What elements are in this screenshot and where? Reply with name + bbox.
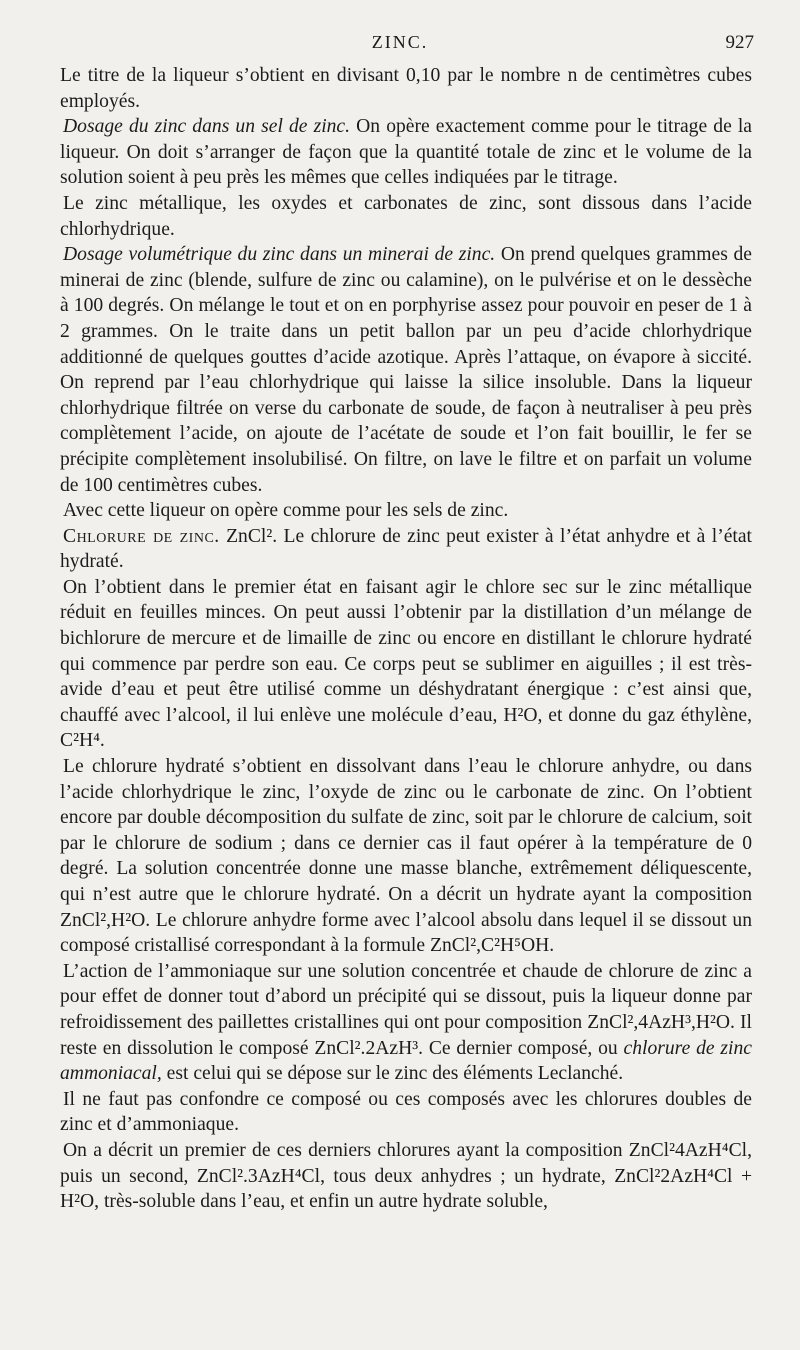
paragraph-dosage-minerai [60,242,752,498]
term-chlorure-ammoniacal: chlorure de zinc ammoniacal, [60,1037,752,1085]
paragraph-ne-pas-confondre: Il ne faut pas confondre ce composé ou ces composés avec les chlorures doubles de zinc et d’ammoniaque. [60,1088,752,1136]
paragraph-ammoniaque [60,959,752,1087]
paragraph-zinc-metallique: Le zinc métallique, les oxydes et carbonates de zinc, sont dissous dans l’acide chlorhydrique. [60,192,752,240]
section-title-dosage-minerai: Dosage volumétrique du zinc dans un minerai de zinc. [63,244,496,266]
section-title-chlorure-zinc: Chlorure de zinc. [63,525,220,547]
paragraph-chlorure-zinc-text: Le chlorure de zinc peut exister à l’état anhydre et à l’état hydraté. [60,525,753,573]
page-header [0,30,800,60]
paragraph-dosage-sel-text: On opère exactement comme pour le titrage de la liqueur. On doit s’arranger de façon que la quantité totale de zinc et le volume de la solution soient à peu près les mêmes que celles indiquées par le titrage. [60,116,752,189]
page-number: 927 [725,32,754,53]
paragraph-avec-liqueur: Avec cette liqueur on opère comme pour les sels de zinc. [63,500,509,522]
paragraph-chlorure-hydrate: Le chlorure hydraté s’obtient en dissolvant dans l’eau le chlorure anhydre, ou dans l’acide chlorhydrique le zinc, l’oxyde de zinc ou le carbonate de zinc. On l’obtient encore par double décomposition du sulfate de zinc, soit par le chlorure de calcium, soit par le chlorure de sodium ; dans ce dernier cas il faut opérer à la température de 0 degré. La solution concentrée donne une masse blanche, extrêmement déliquescente, qui n’est autre que le chlorure hydraté. On a décrit un hydrate ayant la composition ZnCl²,H²O. Le chlorure anhydre forme avec l’alcool absolu dans lequel il se dissout un composé cristallisé correspondant à la formule ZnCl²,C²H⁵OH. [60,756,752,957]
running-head: ZINC. [371,32,429,52]
paragraph-chlorure-zinc [60,524,752,575]
paragraph-obtention-anhydre: On l’obtient dans le premier état en faisant agir le chlore sec sur le zinc métallique réduit en feuilles minces. On peut aussi l’obtenir par la distillation d’un mélange de bichlorure de mercure et de limaille de zinc ou encore en distillant le chlorure hydraté qui commence par perdre son eau. Ce corps peut se sublimer en aiguilles ; il est très-avide d’eau et peut être utilisé comme un déshydratant énergique : c’est ainsi que, chauffé avec l’alcool, il lui enlève une molécule d’eau, H²O, et donne du gaz éthylène, C²H⁴. [60,576,752,752]
section-title-dosage-sel: Dosage du zinc dans un sel de zinc. [63,116,351,138]
paragraph-ammoniaque-text-b: est celui qui se dépose sur le zinc des éléments Leclanché. [161,1063,624,1085]
paragraph-dosage-minerai-text: On prend quelques grammes de minerai de zinc (blende, sulfure de zinc ou calamine), on le pulvérise et on le dessèche à 100 degrés. On mélange le tout et on en porphyrise assez pour pouvoir en peser de 1 à 2 grammes. On le traite dans un petit ballon par un peu d’acide chlorhydrique additionné de quelques gouttes d’acide azotique. Après l’attaque, on évapore à siccité. On reprend par l’eau chlorhydrique qui laisse la silice insoluble. Dans la liqueur chlorhydrique filtrée on verse du carbonate de soude, de façon à neutraliser à peu près complètement l’acide, on ajoute de l’acétate de soude et l’on fait bouillir, le fer se précipite complètement insolubilisé. On filtre, on lave le filtre et on parfait un volume de 100 centimètres cubes. [60,244,752,496]
paragraph-titre-liqueur: Le titre de la liqueur s’obtient en divisant 0,10 par le nombre n de centimètres cubes employés. [60,65,752,112]
formula-zncl2: ZnCl². [219,525,278,547]
paragraph-dosage-sel [60,114,752,191]
body-text [60,63,752,1215]
paragraph-ammoniaque-text-a: L’action de l’ammoniaque sur une solution concentrée et chaude de chlorure de zinc a pour effet de donner tout d’abord un précipité qui se dissout, puis la liqueur donne par refroidissement des paillettes cristallines qui ont pour composition ZnCl²,4AzH³,H²O. Il reste en dissolution le composé ZnCl².2AzH³. Ce dernier composé, ou [60,960,752,1059]
paragraph-chlorures-doubles: On a décrit un premier de ces derniers chlorures ayant la composition ZnCl²4AzH⁴Cl, puis un second, ZnCl².3AzH⁴Cl, tous deux anhydres ; un hydrate, ZnCl²2AzH⁴Cl + H²O, très-soluble dans l’eau, et enfin un autre hydrate soluble, [60,1139,752,1213]
